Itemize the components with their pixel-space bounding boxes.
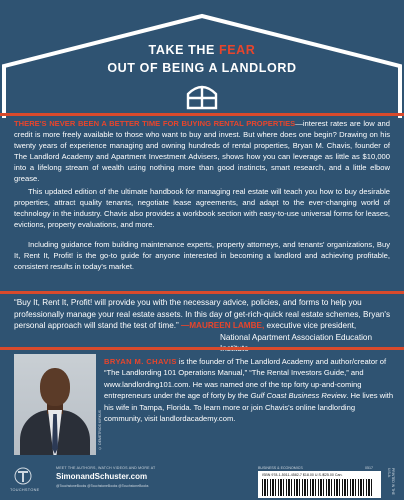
headline-pre: TAKE THE — [148, 43, 219, 57]
bio-text-1: is the founder of The Landlord Academy and author/creator of “The Landlording 101 Operations Manual,” “The Rental Investors Guide,” and www.landlording101.com. He was named one of the top forty up-and-coming entrepreneurs under the age of forty by the — [104, 357, 387, 401]
quote-title-1: executive vice president, — [264, 321, 357, 330]
isbn-text: ISBN 978-1-5011-4582-7 $18.00 U.S./$25.00 Can. — [262, 473, 343, 477]
description-paragraph: This updated edition of the ultimate handbook for managing real estate will teach you how to buy desirable properties, attract quality tenants, negotiate lease agreements, and adapt to the ever-changing world of technology in the industry. Chavis also provides a workbook section with easy-to-use universal forms for leases, evictions, property evaluations, and more. — [14, 187, 390, 229]
publisher-logo-text: TOUCHSTONE — [10, 488, 40, 492]
guidance-paragraph: Including guidance from building maintenance experts, property attorneys, and tenants' organizations, Buy It, Rent It, Profit! is the go-to guide for anyone interested in becoming a landlord and achieving profitable, consistent results in today's market. — [14, 240, 390, 271]
photo-credit: © DEMETRIOS KIRKUS — [98, 410, 102, 450]
headline-accent-word: FEAR — [219, 43, 256, 57]
accent-band-top — [0, 113, 404, 116]
publisher-logo-icon — [14, 466, 32, 486]
author-photo — [14, 354, 96, 455]
barcode-bars — [262, 479, 374, 496]
accent-band-middle — [0, 291, 404, 294]
publisher-meet-line: MEET THE AUTHORS, WATCH VIDEOS AND MORE AT — [56, 466, 156, 470]
price-code: 0517 — [365, 466, 373, 470]
author-name: BRYAN M. CHAVIS — [104, 357, 177, 366]
isbn-barcode — [258, 471, 381, 498]
author-bio — [104, 356, 394, 424]
publisher-website: SimonandSchuster.com — [56, 472, 148, 481]
quote-text: “Buy It, Rent It, Profit! will provide you with the necessary advice, policies, and forms to help you professionally manage your real estate assets. In this day of get-rich-quick real estate schemes, Bryan's personal approach will stand the test of time.” — [14, 298, 391, 330]
quote-title-2: National Apartment Association Education — [220, 332, 373, 342]
house-window-icon — [185, 82, 219, 110]
quote-attribution: —MAUREEN LAMBE, — [181, 321, 265, 330]
headline-line-1 — [0, 43, 404, 57]
intro-paragraph — [14, 118, 390, 184]
book-category: BUSINESS & ECONOMICS — [258, 466, 303, 470]
endorsement-quote — [14, 297, 394, 355]
bio-text-2: . He lives with his wife in Tampa, Florida. To learn more or join Chavis's online landlording community, visit landlordacademy.com. — [104, 391, 394, 424]
intro-lead: THERE'S NEVER BEEN A BETTER TIME FOR BUYING RENTAL PROPERTIES — [14, 119, 296, 128]
headline-line-2: OUT OF BEING A LANDLORD — [107, 61, 297, 75]
bio-publication: Gulf Coast Business Review — [250, 391, 347, 401]
accent-band-bottom — [0, 347, 404, 350]
intro-rest: —interest rates are low and credit is more freely available to those who want to buy and invest. But where does one begin? Drawing on his twenty years of experience managing and owning hundreds of rental properties, Bryan M. Chavis, founder of The Landlord Academy and Apartment Investment Advisers, shows how you can leverage as little as $10,000 into a lifelong stream of wealth using nothing more than good instincts, smart research, and a little elbow grease. — [14, 119, 390, 183]
publisher-social-handles: @TouchstoneBooks @TouchstoneBooks @TouchstoneBooks — [56, 484, 149, 488]
printed-in-text: PRINTED IN THE U.S.A. — [387, 468, 395, 495]
